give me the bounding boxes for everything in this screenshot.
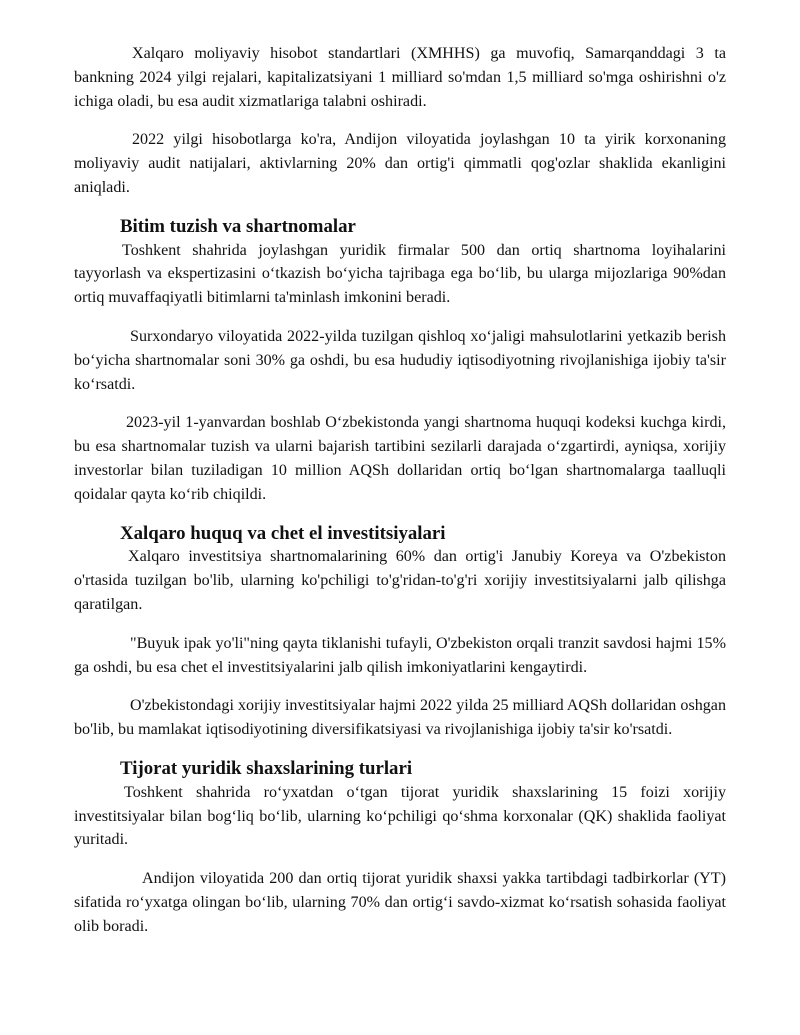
section-heading: Bitim tuzish va shartnomalar (120, 215, 356, 237)
section-paragraph: O'zbekistondagi xorijiy investitsiyalar hajmi 2022 yilda 25 milliard AQSh dollaridan oshgan bo'lib, bu mamlakat iqtisodiyotining diversifikatsiyasi va rivojlanishiga ijobiy ta'sir ko'rsatdi. (74, 697, 726, 739)
document-page (74, 42, 726, 939)
section-paragraph: 2023-yil 1-yanvardan boshlab O‘zbekistonda yangi shartnoma huquqi kodeksi kuchga kirdi, bu esa shartnomalar tuzish va ularni bajarish tartibini sezilarli darajada o‘zgartirdi, ayniqsa, xorijiy investorlar bilan tuziladigan 10 million AQSh dollaridan ortiq bo‘lgan shartnomalarga taalluqli qoidalar qayta ko‘rib chiqildi. (74, 414, 726, 503)
section-legal-entities (74, 757, 726, 939)
intro-paragraph-1: Xalqaro moliyaviy hisobot standartlari (XMHHS) ga muvofiq, Samarqanddagi 3 ta bankning 2024 yilgi rejalari, kapitalizatsiyani 1 milliard so'mdan 1,5 milliard so'mga oshirishni o'z ichiga oladi, bu esa audit xizmatlariga talabni oshiradi. (74, 45, 726, 110)
section-paragraph: "Buyuk ipak yo'li"ning qayta tiklanishi tufayli, O'zbekiston orqali tranzit savdosi hajmi 15% ga oshdi, bu esa chet el investitsiyalarini jalb qilish imkoniyatlarini kengaytirdi. (74, 634, 726, 676)
section-heading: Xalqaro huquq va chet el investitsiyalari (120, 522, 446, 544)
section-paragraph: Andijon viloyatida 200 dan ortiq tijorat yuridik shaxsi yakka tartibdagi tadbirkorlar (YT) sifatida ro‘yxatga olingan bo‘lib, ularning 70% dan ortig‘i savdo-xizmat ko‘rsatish sohasida faoliyat olib boradi. (74, 870, 726, 935)
intro-paragraph-2: 2022 yilgi hisobotlarga ko'ra, Andijon viloyatida joylashgan 10 ta yirik korxonaning moliyaviy audit natijalari, aktivlarning 20% dan ortig'i qimmatli qog'ozlar shaklida ekanligini aniqladi. (74, 131, 726, 196)
section-contracts (74, 215, 726, 507)
section-paragraph: Surxondaryo viloyatida 2022-yilda tuzilgan qishloq xo‘jaligi mahsulotlarini yetkazib berish bo‘yicha shartnomalar soni 30% ga oshdi, bu esa hududiy iqtisodiyotning rivojlanishiga ijobiy ta'sir ko‘rsatdi. (74, 327, 726, 393)
section-heading: Tijorat yuridik shaxslarining turlari (120, 757, 413, 779)
section-paragraph: Toshkent shahrida joylashgan yuridik firmalar 500 dan ortiq shartnoma loyihalarini tayyorlash va ekspertizasini o‘tkazish bo‘yicha tajribaga ega bo‘lib, bu ularga mijozlariga 90%dan ortiq muvaffaqiyatli bitimlarni ta'minlash imkonini beradi. (74, 241, 726, 307)
section-international-law (74, 522, 726, 742)
section-paragraph: Toshkent shahrida ro‘yxatdan o‘tgan tijorat yuridik shaxslarining 15 foizi xorijiy investitsiyalar bilan bog‘liq bo‘lib, ularning ko‘pchiligi qo‘shma korxonalar (QK) shaklida faoliyat yuritadi. (74, 783, 726, 849)
section-paragraph: Xalqaro investitsiya shartnomalarining 60% dan ortig'i Janubiy Koreya va O'zbekiston o'rtasida tuzilgan bo'lib, ularning ko'pchiligi to'g'ridan-to'g'ri xorijiy investitsiyalarni jalb qilishga qaratilgan. (74, 548, 726, 613)
